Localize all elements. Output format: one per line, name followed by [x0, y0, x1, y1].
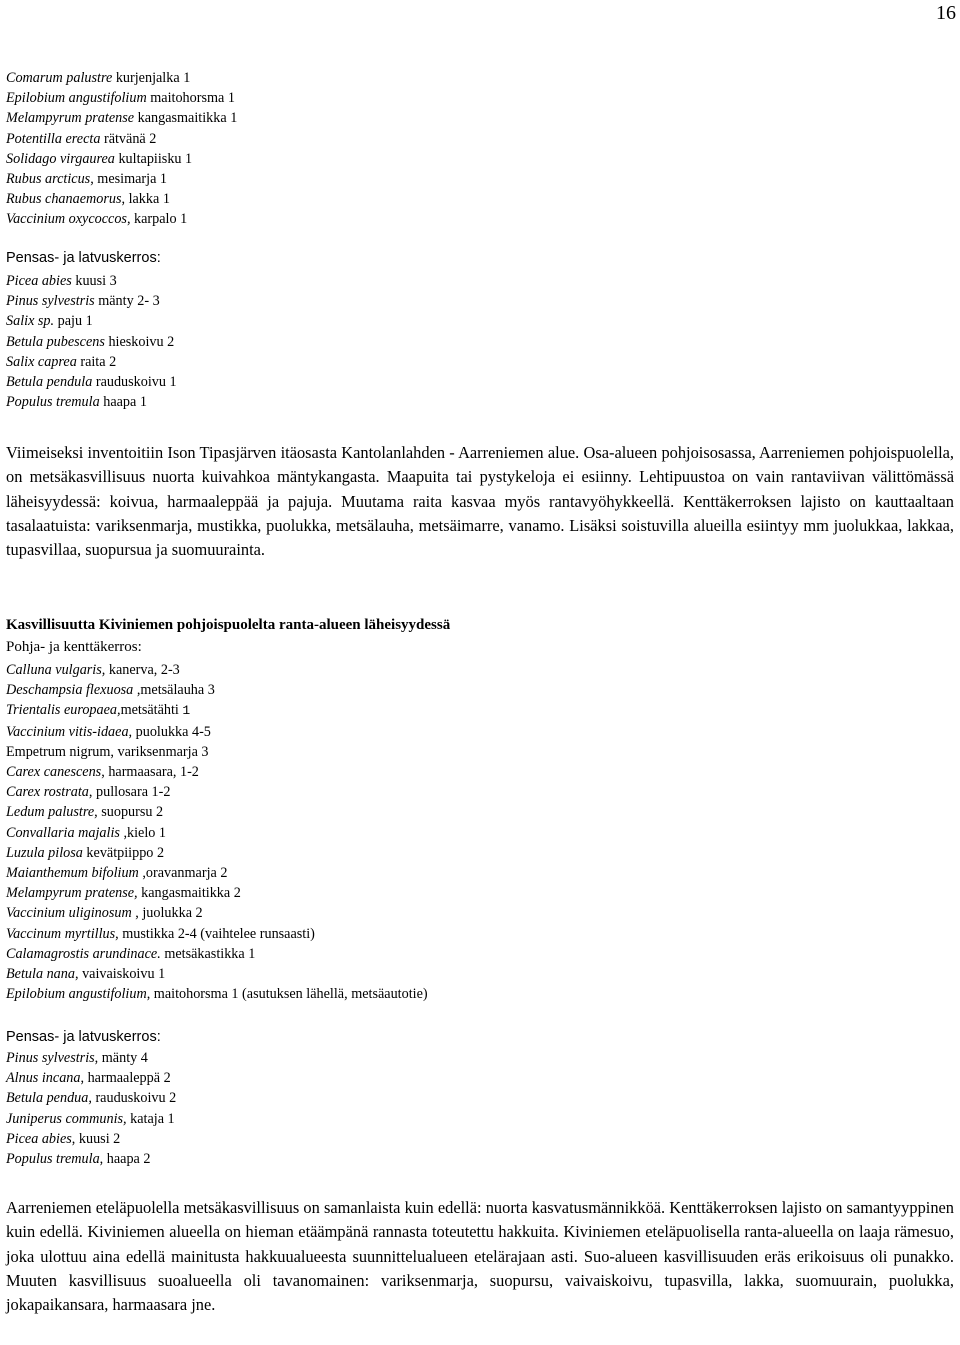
list-item: Pinus sylvestris, mänty 4 [6, 1050, 148, 1066]
list-item: Betula pendula rauduskoivu 1 [6, 374, 177, 391]
list-item: Salix sp. paju 1 [6, 313, 93, 330]
section-title-kiviniemi: Kasvillisuutta Kiviniemen pohjoispuolelta ranta-alueen läheisyydessä [6, 617, 451, 633]
list-item: Betula pubescens hieskoivu 2 [6, 333, 175, 350]
list-item: Alnus incana, harmaaleppä 2 [6, 1070, 171, 1087]
page-number: 16 [936, 2, 956, 24]
list-item: Calamagrostis arundinace. metsäkastikka 1 [6, 945, 256, 962]
list-item: Epilobium angustifolium, maitohorsma 1 (asutuksen lähellä, metsäautotie) [6, 986, 428, 1003]
species-list-field-layer-1 [6, 68, 237, 230]
list-item: Salix caprea raita 2 [6, 353, 117, 370]
species-list-shrub-layer-2 [6, 1048, 176, 1169]
list-item: Luzula pilosa kevätpiippo 2 [6, 844, 165, 861]
list-item: Empetrum nigrum, variksenmarja 3 [6, 743, 209, 760]
species-list-shrub-layer-1 [6, 271, 177, 412]
list-item: Maianthemum bifolium ,oravanmarja 2 [6, 865, 228, 882]
list-item: Calluna vulgaris, kanerva, 2-3 [6, 662, 180, 678]
list-item: Juniperus communis, kataja 1 [6, 1110, 175, 1127]
list-item: Convallaria majalis ,kielo 1 [6, 824, 167, 841]
list-item: Ledum palustre, suopursu 2 [6, 804, 164, 821]
list-item: Picea abies, kuusi 2 [6, 1130, 121, 1147]
list-item: Melampyrum pratense kangasmaitikka 1 [6, 110, 238, 127]
list-item: Picea abies kuusi 3 [6, 273, 117, 289]
section-heading-field-layer-2: Pohja- ja kenttäkerros: [6, 639, 142, 655]
paragraph-aarreniemi-north: Viimeiseksi inventoitiin Ison Tipasjärven itäosasta Kantolanlahden - Aarreniemen alue. Osa-alueen pohjoisosassa, Aarreniemen pohjoispuolella, on metsäkasvillisuus nuorta kuivahkoa mäntykangasta. Maapuita tai pystykeloja ei esiinny. Lehtipuustoa on vain rantaviivan välittömässä läheisyydessä: koivua, harmaaleppää ja pajuja. Muutama raita kasvaa myös rantavyöhykkeellä. Kenttäkerroksen lajisto on kauttaaltaan tasalaatuista: variksenmarja, mustikka, puolukka, metsälauha, metsäimarre, vanamo. Lisäksi soistuvilla alueilla esiintyy mm juolukkaa, lakkaa, tupasvillaa, suopursua ja suomuurainta. [6, 443, 954, 560]
list-item: Rubus arcticus, mesimarja 1 [6, 171, 168, 188]
list-item: Betula pendua, rauduskoivu 2 [6, 1090, 177, 1107]
list-item: Betula nana, vaivaiskoivu 1 [6, 966, 166, 983]
list-item: Deschampsia flexuosa ,metsälauha 3 [6, 682, 215, 699]
list-item: Potentilla erecta rätvänä 2 [6, 130, 157, 147]
list-item: Carex rostrata, pullosara 1-2 [6, 784, 171, 801]
list-item: Vaccinium uliginosum , juolukka 2 [6, 905, 203, 922]
list-item: Trientalis europaea,metsätähti 1 [6, 702, 191, 719]
list-item: Rubus chanaemorus, lakka 1 [6, 191, 170, 208]
list-item: Pinus sylvestris mänty 2- 3 [6, 293, 160, 310]
list-item: Comarum palustre kurjenjalka 1 [6, 70, 191, 86]
list-item: Epilobium angustifolium maitohorsma 1 [6, 90, 235, 107]
list-item: Populus tremula haapa 1 [6, 394, 147, 411]
list-item: Vaccinum myrtillus, mustikka 2-4 (vaihtelee runsaasti) [6, 925, 315, 942]
species-list-field-layer-2 [6, 660, 428, 1004]
list-item: Vaccinium vitis-idaea, puolukka 4-5 [6, 723, 211, 740]
paragraph-aarreniemi-south: Aarreniemen eteläpuolella metsäkasvillisuus on samanlaista kuin edellä: nuorta kasvatusmännikköä. Kenttäkerroksen lajisto on samantyyppinen kuin edellä. Kiviniemen alueella on hieman etäämpänä rannasta toteutettu hakkuita. Kiviniemen eteläpuolisella ranta-alueella on laaja rämesuo, joka ulottuu aina edellä mainitusta hakkuualueesta suunnittelualueen etelärajaan asti. Suo-alueen kasvillisuuden eräs erikoisuus oli punakko. Muuten kasvillisuus suoalueella oli tavanomainen: variksenmarja, suopursu, vaivaiskoivu, tupasvilla, lakka, suomuurain, puolukka, jokapaikansara, harmaasara jne. [6, 1198, 954, 1315]
list-item: Populus tremula, haapa 2 [6, 1151, 151, 1168]
list-item: Carex canescens, harmaasara, 1-2 [6, 764, 199, 781]
list-item: Vaccinium oxycoccos, karpalo 1 [6, 211, 188, 228]
list-item: Melampyrum pratense, kangasmaitikka 2 [6, 885, 241, 902]
section-heading-shrub-layer-1: Pensas- ja latvuskerros: [6, 250, 161, 266]
list-item: Solidago virgaurea kultapiisku 1 [6, 150, 193, 167]
section-heading-shrub-layer-2: Pensas- ja latvuskerros: [6, 1029, 161, 1045]
